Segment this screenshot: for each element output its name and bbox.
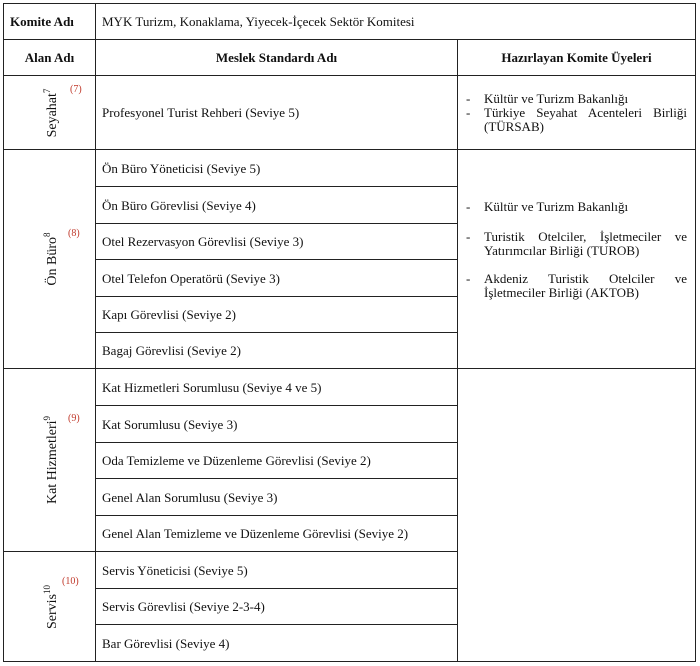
table-row	[4, 369, 696, 406]
standard-cell: Kapı Görevlisi (Seviye 2)	[96, 297, 458, 333]
header-row	[4, 40, 696, 76]
committee-members-header: Hazırlayan Komite Üyeleri	[458, 40, 696, 76]
table-row	[4, 76, 696, 150]
member-item: - Akdeniz Turistik Otelciler ve İşletmeciler Birliği (AKTOB)	[466, 271, 688, 300]
footnote-ref: (9)	[68, 413, 80, 424]
footnote-ref: (8)	[68, 228, 80, 239]
standard-cell: Kat Hizmetleri Sorumlusu (Seviye 4 ve 5)	[96, 369, 458, 406]
member-item: - Kültür ve Turizm Bakanlığı	[466, 90, 629, 106]
area-cell-kat	[4, 369, 96, 552]
committee-name-value: MYK Turizm, Konaklama, Yiyecek-İçecek Sektör Komitesi	[96, 4, 696, 40]
standard-cell: Bagaj Görevlisi (Seviye 2)	[96, 333, 458, 369]
standard-cell: Servis Yöneticisi (Seviye 5)	[96, 552, 458, 589]
members-cell-seyahat	[458, 76, 696, 150]
member-item: - Türkiye Seyahat Acenteleri Birliği (TÜRSAB)	[466, 104, 688, 134]
area-cell-seyahat	[4, 76, 96, 150]
committee-name-row	[4, 4, 696, 40]
area-name-servis: Servis$^{10}$	[41, 584, 60, 629]
standard-cell: Genel Alan Sorumlusu (Seviye 3)	[96, 479, 458, 516]
area-cell-onburo	[4, 150, 96, 369]
area-name-seyahat: Seyahat$^7$	[41, 88, 60, 137]
standard-cell: Otel Telefon Operatörü (Seviye 3)	[96, 260, 458, 297]
area-cell-servis	[4, 552, 96, 662]
standard-cell: Servis Görevlisi (Seviye 2-3-4)	[96, 589, 458, 625]
member-item: - Turistik Otelciler, İşletmeciler ve Yatırımcılar Birliği (TUROB)	[466, 229, 688, 258]
standard-cell: Ön Büro Görevlisi (Seviye 4)	[96, 187, 458, 224]
area-name-onburo: Ön Büro$^8$	[41, 232, 60, 286]
area-name-header: Alan Adı	[4, 40, 96, 76]
footnote-ref: (10)	[62, 576, 79, 587]
standard-cell: Bar Görevlisi (Seviye 4)	[96, 625, 458, 662]
footnote-ref: (7)	[70, 84, 82, 95]
standard-cell: Otel Rezervasyon Görevlisi (Seviye 3)	[96, 224, 458, 260]
table-row	[4, 150, 696, 187]
committee-table	[3, 3, 696, 662]
members-cell-onburo	[458, 150, 696, 369]
members-cell-empty	[458, 369, 696, 662]
standard-name-header: Meslek Standardı Adı	[96, 40, 458, 76]
area-name-kat: Kat Hizmetleri$^9$	[41, 415, 60, 505]
member-item: - Kültür ve Turizm Bakanlığı	[466, 199, 629, 214]
standard-cell: Genel Alan Temizleme ve Düzenleme Görevlisi (Seviye 2)	[96, 516, 458, 552]
standard-cell: Kat Sorumlusu (Seviye 3)	[96, 406, 458, 443]
standard-cell: Ön Büro Yöneticisi (Seviye 5)	[96, 150, 458, 187]
standard-cell: Oda Temizleme ve Düzenleme Görevlisi (Seviye 2)	[96, 443, 458, 479]
standard-cell: Profesyonel Turist Rehberi (Seviye 5)	[96, 76, 458, 150]
committee-name-label: Komite Adı	[4, 4, 96, 40]
